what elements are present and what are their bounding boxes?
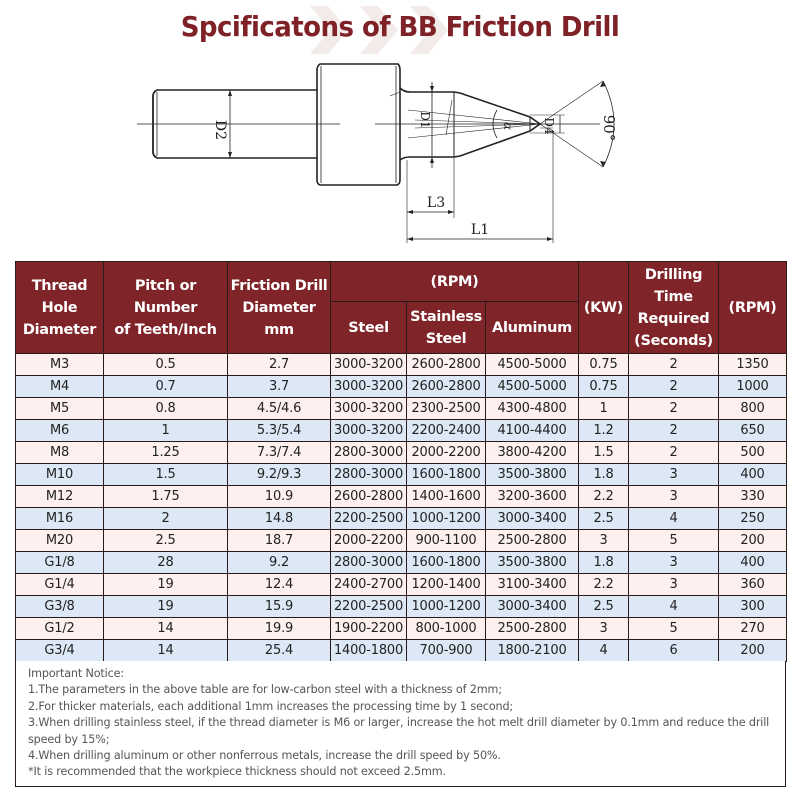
cell-steel: 3000-3200 [331, 398, 407, 420]
cell-pitch: 2 [104, 508, 228, 530]
cell-steel: 3000-3200 [331, 354, 407, 376]
cell-steel: 2200-2500 [331, 596, 407, 618]
cell-thread: M3 [16, 354, 104, 376]
cell-rpm: 300 [719, 596, 787, 618]
cell-time: 4 [629, 508, 719, 530]
cell-steel: 2200-2500 [331, 508, 407, 530]
cell-diameter: 4.5/4.6 [228, 398, 331, 420]
cell-time: 3 [629, 464, 719, 486]
cell-stainless: 1400-1600 [407, 486, 486, 508]
notice-line: *It is recommended that the workpiece thickness should not exceed 2.5mm. [28, 765, 446, 779]
cell-pitch: 1.75 [104, 486, 228, 508]
cell-stainless: 2300-2500 [407, 398, 486, 420]
header-rpm-group: (RPM) [331, 262, 579, 302]
cell-thread: M8 [16, 442, 104, 464]
cell-kw: 1.8 [579, 552, 629, 574]
cell-rpm: 1000 [719, 376, 787, 398]
table-row [16, 618, 787, 640]
table-row [16, 640, 787, 662]
table-row [16, 552, 787, 574]
cell-kw: 2.5 [579, 508, 629, 530]
cell-kw: 1.8 [579, 464, 629, 486]
cell-stainless: 700-900 [407, 640, 486, 662]
cell-aluminum: 3500-3800 [486, 552, 579, 574]
label-l3: L3 [426, 195, 446, 211]
header-thread-hole-diameter: Thread Hole Diameter [16, 262, 104, 354]
cell-stainless: 1600-1800 [407, 552, 486, 574]
cell-kw: 4 [579, 640, 629, 662]
cell-pitch: 28 [104, 552, 228, 574]
cell-steel: 2800-3000 [331, 442, 407, 464]
cell-thread: M4 [16, 376, 104, 398]
header-rpm: (RPM) [719, 262, 787, 354]
table-row [16, 420, 787, 442]
cell-thread: G1/4 [16, 574, 104, 596]
cell-kw: 3 [579, 530, 629, 552]
cell-aluminum: 3100-3400 [486, 574, 579, 596]
cell-time: 2 [629, 442, 719, 464]
notice-line: 1.The parameters in the above table are for low-carbon steel with a thickness of 2mm; [28, 683, 502, 697]
cell-thread: G1/8 [16, 552, 104, 574]
cell-time: 5 [629, 618, 719, 640]
cell-diameter: 12.4 [228, 574, 331, 596]
cell-aluminum: 3500-3800 [486, 464, 579, 486]
table-row [16, 486, 787, 508]
table-row [16, 464, 787, 486]
cell-kw: 0.75 [579, 354, 629, 376]
cell-rpm: 270 [719, 618, 787, 640]
header-pitch: Pitch or Number of Teeth/Inch [104, 262, 228, 354]
cell-thread: G3/8 [16, 596, 104, 618]
cell-kw: 2.2 [579, 486, 629, 508]
cell-diameter: 2.7 [228, 354, 331, 376]
cell-steel: 1900-2200 [331, 618, 407, 640]
cell-diameter: 9.2 [228, 552, 331, 574]
important-notice [15, 661, 786, 787]
cell-aluminum: 2500-2800 [486, 618, 579, 640]
table-row [16, 508, 787, 530]
cell-time: 2 [629, 354, 719, 376]
cell-aluminum: 3000-3400 [486, 596, 579, 618]
cell-aluminum: 4500-5000 [486, 354, 579, 376]
spec-table [15, 261, 787, 662]
notice-heading: Important Notice: [28, 667, 124, 680]
label-alpha: α [501, 121, 515, 131]
cell-pitch: 0.5 [104, 354, 228, 376]
table-row [16, 530, 787, 552]
cell-thread: G1/2 [16, 618, 104, 640]
header-steel: Steel [331, 302, 407, 354]
label-angle: 90° [600, 114, 618, 142]
cell-thread: M6 [16, 420, 104, 442]
cell-kw: 1.5 [579, 442, 629, 464]
cell-kw: 2.5 [579, 596, 629, 618]
cell-thread: M12 [16, 486, 104, 508]
cell-diameter: 5.3/5.4 [228, 420, 331, 442]
cell-steel: 1400-1800 [331, 640, 407, 662]
cell-pitch: 2.5 [104, 530, 228, 552]
cell-time: 2 [629, 398, 719, 420]
title-banner [0, 0, 800, 58]
cell-stainless: 800-1000 [407, 618, 486, 640]
cell-steel: 2800-3000 [331, 552, 407, 574]
cell-pitch: 14 [104, 640, 228, 662]
cell-diameter: 14.8 [228, 508, 331, 530]
cell-rpm: 250 [719, 508, 787, 530]
cell-rpm: 650 [719, 420, 787, 442]
table-row [16, 354, 787, 376]
page-title: Spcificatons of BB Friction Drill [180, 10, 620, 43]
cell-stainless: 2600-2800 [407, 354, 486, 376]
cell-aluminum: 4500-5000 [486, 376, 579, 398]
cell-diameter: 25.4 [228, 640, 331, 662]
header-friction-drill-diameter: Friction Drill Diameter mm [228, 262, 331, 354]
cell-thread: M20 [16, 530, 104, 552]
notice-line: 4.When drilling aluminum or other nonferrous metals, increase the drill speed by 50%. [28, 749, 501, 763]
cell-diameter: 7.3/7.4 [228, 442, 331, 464]
cell-time: 5 [629, 530, 719, 552]
friction-drill-drawing [0, 55, 800, 255]
cell-stainless: 1000-1200 [407, 508, 486, 530]
cell-aluminum: 3000-3400 [486, 508, 579, 530]
cell-stainless: 2600-2800 [407, 376, 486, 398]
cell-pitch: 19 [104, 596, 228, 618]
cell-pitch: 0.7 [104, 376, 228, 398]
cell-stainless: 900-1100 [407, 530, 486, 552]
cell-rpm: 500 [719, 442, 787, 464]
spec-table-body [16, 354, 787, 662]
cell-aluminum: 3200-3600 [486, 486, 579, 508]
cell-rpm: 360 [719, 574, 787, 596]
cell-aluminum: 3800-4200 [486, 442, 579, 464]
cell-stainless: 2200-2400 [407, 420, 486, 442]
header-stainless-steel: Stainless Steel [407, 302, 486, 354]
cell-time: 4 [629, 596, 719, 618]
cell-rpm: 400 [719, 552, 787, 574]
header-aluminum: Aluminum [486, 302, 579, 354]
cell-pitch: 0.8 [104, 398, 228, 420]
cell-steel: 2400-2700 [331, 574, 407, 596]
cell-diameter: 3.7 [228, 376, 331, 398]
cell-aluminum: 2500-2800 [486, 530, 579, 552]
cell-thread: G3/4 [16, 640, 104, 662]
cell-time: 3 [629, 552, 719, 574]
cell-stainless: 1600-1800 [407, 464, 486, 486]
table-row [16, 376, 787, 398]
cell-rpm: 200 [719, 640, 787, 662]
cell-diameter: 10.9 [228, 486, 331, 508]
notice-line: speed by 15%; [28, 732, 110, 746]
cell-pitch: 1 [104, 420, 228, 442]
label-l1: L1 [470, 222, 490, 238]
cell-pitch: 1.25 [104, 442, 228, 464]
cell-thread: M10 [16, 464, 104, 486]
cell-kw: 1.2 [579, 420, 629, 442]
cell-aluminum: 1800-2100 [486, 640, 579, 662]
cell-stainless: 1200-1400 [407, 574, 486, 596]
cell-diameter: 19.9 [228, 618, 331, 640]
cell-thread: M5 [16, 398, 104, 420]
cell-stainless: 2000-2200 [407, 442, 486, 464]
cell-rpm: 400 [719, 464, 787, 486]
notice-line: 3.When drilling stainless steel, if the thread diameter is M6 or larger, increase the hot melt drill diameter by 0.1mm and reduce the drill [28, 716, 770, 730]
table-row [16, 398, 787, 420]
cell-time: 3 [629, 574, 719, 596]
cell-rpm: 1350 [719, 354, 787, 376]
cell-time: 2 [629, 420, 719, 442]
cell-kw: 1 [579, 398, 629, 420]
cell-thread: M16 [16, 508, 104, 530]
notice-line: 2.For thicker materials, each additional 1mm increases the processing time by 1 second; [28, 699, 514, 713]
header-drilling-time: Drilling Time Required (Seconds) [629, 262, 719, 354]
cell-pitch: 14 [104, 618, 228, 640]
cell-rpm: 800 [719, 398, 787, 420]
cell-kw: 0.75 [579, 376, 629, 398]
cell-diameter: 15.9 [228, 596, 331, 618]
cell-time: 6 [629, 640, 719, 662]
table-row [16, 596, 787, 618]
cell-time: 3 [629, 486, 719, 508]
cell-pitch: 1.5 [104, 464, 228, 486]
cell-diameter: 9.2/9.3 [228, 464, 331, 486]
header-kw: (KW) [579, 262, 629, 354]
cell-pitch: 19 [104, 574, 228, 596]
label-d1: D1 [418, 111, 432, 129]
cell-steel: 2600-2800 [331, 486, 407, 508]
cell-rpm: 330 [719, 486, 787, 508]
cell-aluminum: 4300-4800 [486, 398, 579, 420]
table-row [16, 442, 787, 464]
table-row [16, 574, 787, 596]
cell-steel: 2000-2200 [331, 530, 407, 552]
cell-kw: 3 [579, 618, 629, 640]
cell-rpm: 200 [719, 530, 787, 552]
cell-time: 2 [629, 376, 719, 398]
cell-stainless: 1000-1200 [407, 596, 486, 618]
cell-steel: 2800-3000 [331, 464, 407, 486]
cell-steel: 3000-3200 [331, 376, 407, 398]
cell-kw: 2.2 [579, 574, 629, 596]
cell-diameter: 18.7 [228, 530, 331, 552]
label-d4: D4 [542, 117, 556, 135]
cell-aluminum: 4100-4400 [486, 420, 579, 442]
cell-steel: 3000-3200 [331, 420, 407, 442]
label-d2: D2 [212, 119, 228, 141]
